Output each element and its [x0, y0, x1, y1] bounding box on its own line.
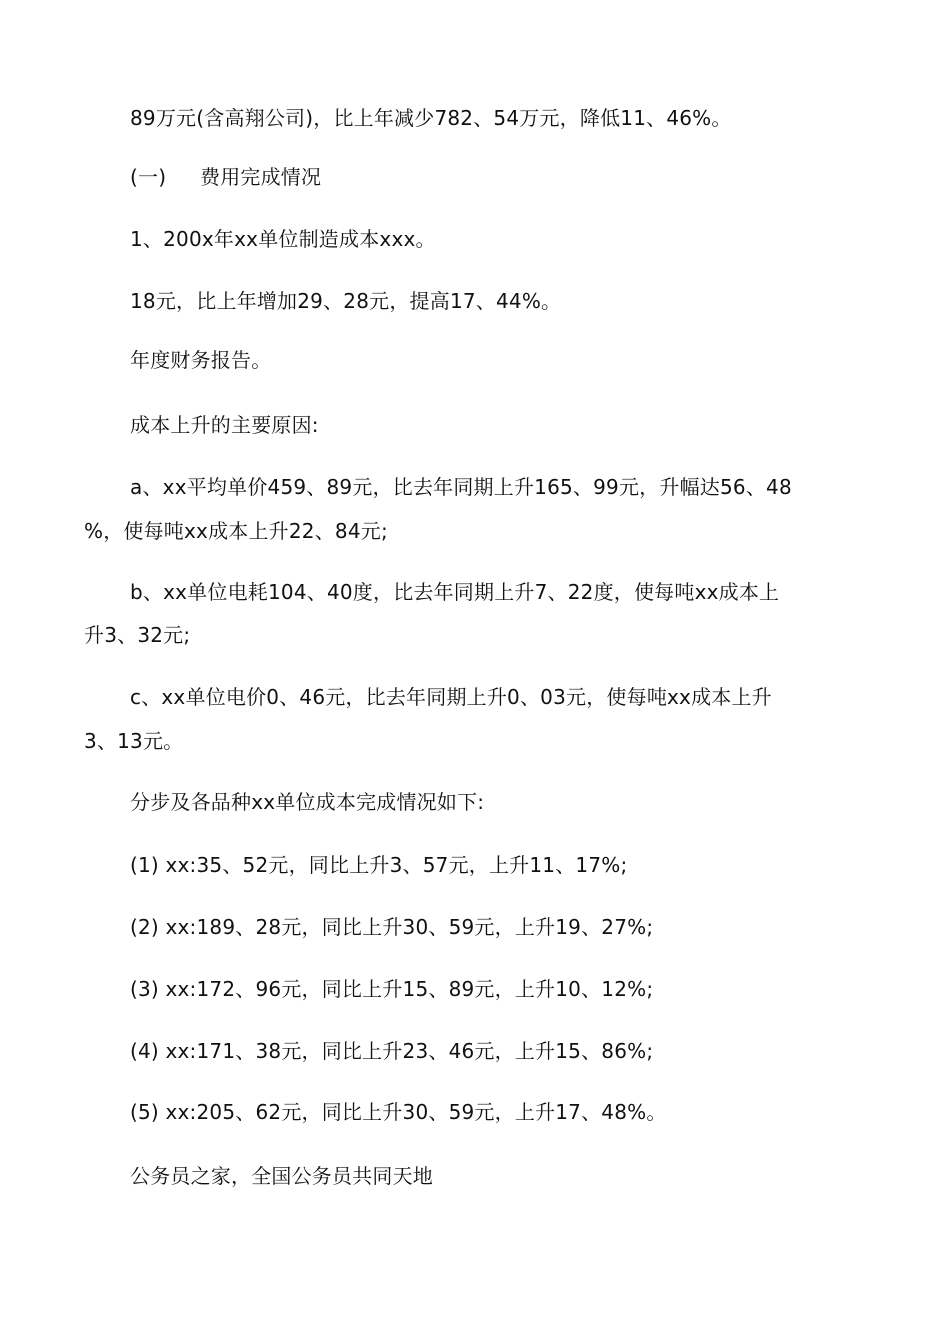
cause-a-line-1: a、xx平均单价459、89元，比去年同期上升165、99元，升幅达56、48	[130, 475, 792, 499]
paragraph-item-1: 1、200x年xx单位制造成本xxx。	[130, 227, 436, 251]
paragraph-footer-note: 公务员之家，全国公务员共同天地	[130, 1164, 433, 1188]
paragraph-cost-change: 18元，比上年增加29、28元，提高17、44%。	[130, 289, 562, 313]
cause-b-line-1: b、xx单位电耗104、40度，比去年同期上升7、22度，使每吨xx成本上	[130, 580, 780, 604]
cause-b-line-2: 升3、32元;	[84, 623, 191, 647]
section-heading: 费用完成情况	[200, 165, 322, 189]
product-item-4: (4) xx:171、38元，同比上升23、46元，上升15、86%;	[130, 1039, 654, 1063]
paragraph-summary: 89万元(含高翔公司)，比上年减少782、54万元，降低11、46%。	[130, 106, 732, 130]
cause-c-line-2: 3、13元。	[84, 729, 184, 753]
cause-a-line-2: %，使每吨xx成本上升22、84元;	[84, 519, 388, 543]
paragraph-report-note: 年度财务报告。	[130, 348, 272, 372]
section-number: (一)	[130, 165, 167, 189]
paragraph-product-heading: 分步及各品种xx单位成本完成情况如下:	[130, 790, 485, 814]
product-item-1: (1) xx:35、52元，同比上升3、57元，上升11、17%;	[130, 853, 628, 877]
product-item-2: (2) xx:189、28元，同比上升30、59元，上升19、27%;	[130, 915, 654, 939]
product-item-5: (5) xx:205、62元，同比上升30、59元，上升17、48%。	[130, 1100, 667, 1124]
paragraph-cause-heading: 成本上升的主要原因:	[130, 413, 319, 437]
product-item-3: (3) xx:172、96元，同比上升15、89元，上升10、12%;	[130, 977, 654, 1001]
cause-c-line-1: c、xx单位电价0、46元，比去年同期上升0、03元，使每吨xx成本上升	[130, 685, 772, 709]
